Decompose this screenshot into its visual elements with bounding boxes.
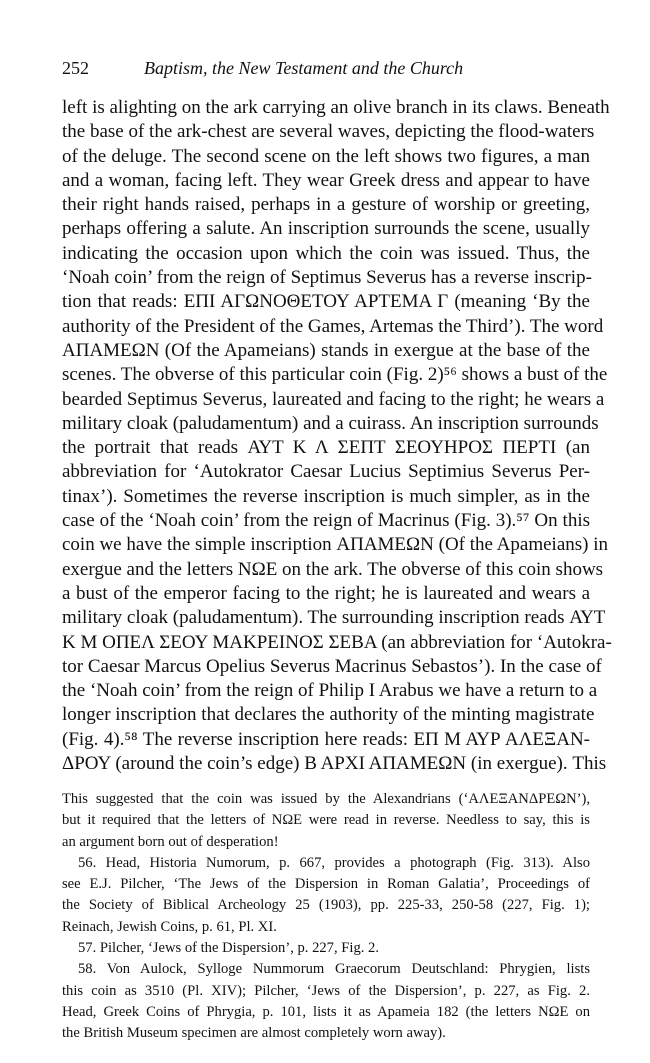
body-line: (Fig. 4).⁵⁸ The reverse inscription here reads: ΕΠ Μ ΑΥΡ ΑΛΕΞΑΝ- bbox=[62, 728, 590, 750]
body-line: indicating the occasion upon which the coin was issued. Thus, the bbox=[62, 242, 590, 264]
page-number: 252 bbox=[62, 58, 89, 78]
body-line: bearded Septimus Severus, laureated and facing to the right; he wears a bbox=[62, 388, 605, 410]
body-line: case of the ‘Noah coin’ from the reign of Macrinus (Fig. 3).⁵⁷ On this bbox=[62, 510, 590, 532]
footnote-line: this coin as 3510 (Pl. XIV); Pilcher, ‘Jews of the Dispersion’, p. 227, as Fig. 2. bbox=[62, 982, 590, 999]
body-line: tor Caesar Marcus Opelius Severus Macrinus Sebastos’). In the case of bbox=[62, 655, 602, 677]
body-line: ΑΠΑΜΕΩΝ (Of the Apameians) stands in exergue at the base of the bbox=[62, 339, 590, 361]
footnote-line: an argument born out of desperation! bbox=[62, 833, 279, 850]
body-line: scenes. The obverse of this particular coin (Fig. 2)⁵⁶ shows a bust of the bbox=[62, 364, 608, 386]
body-line: abbreviation for ‘Autokrator Caesar Lucius Septimius Severus Per- bbox=[62, 461, 590, 483]
body-line: coin we have the simple inscription ΑΠΑΜΕΩΝ (Of the Apameians) in bbox=[62, 534, 608, 556]
footnote-58: 58. Von Aulock, Sylloge Nummorum Graecorum Deutschland: Phrygien, lists bbox=[78, 961, 590, 978]
running-title: Baptism, the New Testament and the Church bbox=[144, 58, 464, 78]
footnotes bbox=[62, 789, 590, 1045]
body-line: the ‘Noah coin’ from the reign of Philip I Arabus we have a return to a bbox=[62, 680, 598, 702]
body-line: exergue and the letters ΝΩΕ on the ark. The obverse of this coin shows bbox=[62, 558, 604, 580]
footnote-line: This suggested that the coin was issued by the Alexandrians (‘ΑΛΕΞΑΝΔΡΕΩΝ’), bbox=[62, 791, 590, 807]
body-line: ΔΡΟΥ (around the coin’s edge) Β ΑΡΧΙ ΑΠΑΜΕΩΝ (in exergue). This bbox=[62, 753, 607, 775]
body-line: tion that reads: ΕΠΙ ΑΓΩΝΟΘΕΤΟΥ ΑΡΤΕΜΑ Γ (meaning ‘By the bbox=[62, 291, 590, 313]
body-line: ‘Noah coin’ from the reign of Septimus Severus has a reverse inscrip- bbox=[62, 267, 592, 289]
body-line: and a woman, facing left. They wear Greek dress and appear to have bbox=[62, 169, 590, 191]
footnote-line: Reinach, Jewish Coins, p. 61, Pl. XI. bbox=[62, 918, 277, 935]
footnote-line: Head, Greek Coins of Phrygia, p. 101, lists it as Apameia 182 (the letters ΝΩΕ on bbox=[62, 1003, 590, 1020]
page-header bbox=[62, 58, 592, 82]
body-line: the portrait that reads ΑΥΤ Κ Λ ΣΕΠΤ ΣΕΟΥΗΡΟΣ ΠΕΡΤΙ (an bbox=[62, 437, 590, 459]
body-line: left is alighting on the ark carrying an olive branch in its claws. Beneath bbox=[62, 97, 610, 118]
body-line: Κ Μ ΟΠΕΛ ΣΕΟΥ ΜΑΚΡΕΙΝΟΣ ΣΕΒΑ (an abbreviation for ‘Autokra- bbox=[62, 631, 612, 653]
footnote-line: but it required that the letters of ΝΩΕ were read in reverse. Needless to say, this is bbox=[62, 812, 590, 829]
footnote-line: see E.J. Pilcher, ‘The Jews of the Dispersion in Roman Galatia’, Proceedings of bbox=[62, 876, 590, 893]
footnote-57: 57. Pilcher, ‘Jews of the Dispersion’, p. 227, Fig. 2. bbox=[78, 940, 379, 957]
body-line: authority of the President of the Games, Artemas the Third’). The word bbox=[62, 315, 604, 337]
body-line: a bust of the emperor facing to the right; he is laureated and wears a bbox=[62, 582, 590, 604]
body-line: tinax’). Sometimes the reverse inscription is much simpler, as in the bbox=[62, 485, 590, 507]
body-line: the base of the ark-chest are several waves, depicting the flood-waters bbox=[62, 121, 595, 143]
body-line: their right hands raised, perhaps in a gesture of worship or greeting, bbox=[62, 194, 590, 216]
footnote-line: the Society of Biblical Archeology 25 (1903), pp. 225-33, 250-58 (227, Fig. 1); bbox=[62, 897, 590, 914]
footnote-line: the British Museum specimen are almost completely worn away). bbox=[62, 1025, 446, 1042]
footnote-56: 56. Head, Historia Numorum, p. 667, provides a photograph (Fig. 313). Also bbox=[78, 854, 590, 871]
body-text bbox=[62, 96, 612, 776]
body-line: perhaps offering a salute. An inscription surrounds the scene, usually bbox=[62, 218, 590, 240]
body-line: longer inscription that declares the authority of the minting magistrate bbox=[62, 704, 595, 726]
body-line: of the deluge. The second scene on the left shows two figures, a man bbox=[62, 145, 590, 167]
body-line: military cloak (paludamentum) and a cuirass. An inscription surrounds bbox=[62, 412, 599, 434]
body-line: military cloak (paludamentum). The surrounding inscription reads ΑΥΤ bbox=[62, 607, 606, 629]
